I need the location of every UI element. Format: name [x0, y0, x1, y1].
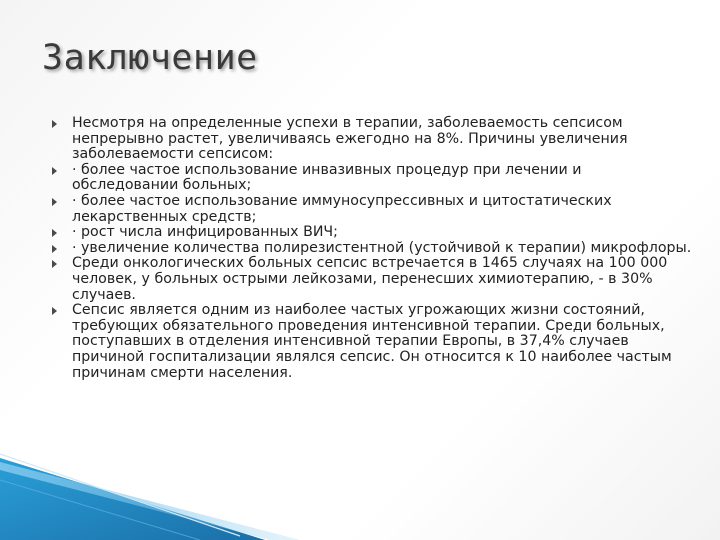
triangle-bullet-icon	[52, 260, 57, 268]
decorative-wave-art	[0, 440, 720, 540]
triangle-bullet-icon	[52, 245, 57, 253]
bullet-text: · более частое использование инвазивных процедур при лечении и обследовании больных;	[72, 161, 582, 194]
bullet-item	[52, 256, 692, 303]
slide-title: Заключение	[42, 38, 258, 78]
bullet-item	[52, 194, 692, 225]
bullet-text: · рост числа инфицированных ВИЧ;	[72, 224, 338, 241]
bullet-text: Среди онкологических больных сепсис встречается в 1465 случаях на 100 000 человек, у больных острыми лейкозами, перенесших химиотерапию, - в 30% случаев.	[72, 255, 668, 303]
bullet-item	[52, 116, 692, 163]
triangle-bullet-icon	[52, 229, 57, 237]
bullet-text: Несмотря на определенные успехи в терапии, заболеваемость сепсисом непрерывно растет, увеличиваясь ежегодно на 8%. Причины увеличения заболеваемости сепсисом:	[72, 115, 628, 163]
bullet-text: · увеличение количества полирезистентной (устойчивой к терапии) микрофлоры.	[72, 239, 692, 256]
bullet-item	[52, 241, 692, 257]
bullet-list	[52, 116, 692, 381]
triangle-bullet-icon	[52, 120, 57, 128]
bullet-item	[52, 163, 692, 194]
triangle-bullet-icon	[52, 167, 57, 175]
bullet-text: Сепсис является одним из наиболее частых угрожающих жизни состояний, требующих обязательного проведения интенсивной терапии. Среди больных, поступавших в отделения интенсивной терапии Европы, в 37,4% случаев причиной госпитализации являлся сепсис. Он относится к 10 наиболее частым причинам смерти населения.	[72, 302, 672, 381]
bullet-text: · более частое использование иммуносупрессивных и цитостатических лекарственных средств;	[72, 192, 612, 225]
triangle-bullet-icon	[52, 198, 57, 206]
bullet-item	[52, 303, 692, 381]
bullet-item	[52, 225, 692, 241]
triangle-bullet-icon	[52, 307, 57, 315]
